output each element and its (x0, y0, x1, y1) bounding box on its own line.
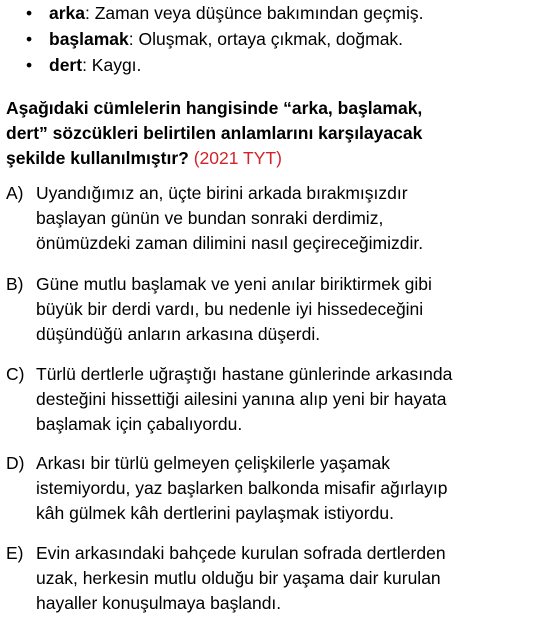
definition-meaning: : Zaman veya düşünce bakımından geçmiş. (85, 3, 424, 23)
option-text (6, 541, 534, 616)
question-line: Aşağıdaki cümlelerin hangisinde “arka, başlamak, (6, 98, 423, 118)
option-line: başlamak için çabalıyordu. (36, 414, 243, 434)
option-line: Uyandığımız an, üçte birini arkada bırakmışızdır (36, 183, 408, 203)
option-letter: B) (6, 274, 24, 294)
definition-term: arka (49, 3, 86, 23)
option-line: düşündüğü anların arkasına düşerdi. (36, 324, 321, 344)
option-letter: C) (6, 364, 25, 384)
option-line: Güne mutlu başlamak ve yeni anılar biriktirmek gibi (36, 274, 432, 294)
option-line: desteğini hissettiği ailesini yanına alıp yeni bir hayata (36, 389, 447, 409)
definition-meaning: : Kaygı. (82, 55, 142, 75)
option-text (6, 451, 534, 526)
option-line: Türlü dertlerle uğraştığı hastane günlerinde arkasında (36, 364, 453, 384)
bullet-icon: • (26, 55, 33, 75)
definition-item (26, 52, 424, 78)
question-line: dert” sözcükleri belirtilen anlamlarını karşılayacak (6, 123, 423, 143)
bullet-icon: • (26, 3, 33, 23)
question-line-text: şekilde kullanılmıştır? (6, 148, 189, 168)
option-line: önümüzdeki zaman dilimini nasıl geçireceğimizdir. (36, 233, 424, 253)
answer-option-e[interactable] (6, 541, 534, 616)
answer-option-a[interactable] (6, 181, 534, 256)
option-line: başlayan günün ve bundan sonraki derdimiz, (36, 208, 384, 228)
question-line (6, 146, 534, 171)
definition-meaning: : Oluşmak, ortaya çıkmak, doğmak. (128, 29, 404, 49)
option-line: büyük bir derdi vardı, bu nedenle iyi hissedeceğini (36, 299, 424, 319)
option-text (6, 362, 534, 437)
answer-option-b[interactable] (6, 272, 534, 347)
option-letter: A) (6, 183, 24, 203)
definition-term: dert (49, 55, 83, 75)
option-line: Arkası bir türlü gelmeyen çelişkilerle yaşamak (36, 453, 391, 473)
option-letter: E) (6, 543, 24, 563)
definition-item (26, 26, 424, 52)
definition-item (26, 0, 424, 26)
option-text (6, 181, 534, 256)
option-line: uzak, herkesin mutlu olduğu bir yaşama dair kurulan (36, 568, 441, 588)
definition-term: başlamak (49, 29, 129, 49)
option-line: kâh gülmek kâh dertlerini paylaşmak istiyordu. (36, 503, 394, 523)
option-line: Evin arkasındaki bahçede kurulan sofrada dertlerden (36, 543, 446, 563)
answer-option-c[interactable] (6, 362, 534, 437)
exam-year-tag: (2021 TYT) (193, 148, 282, 168)
option-line: istemiyordu, yaz başlarken balkonda misafir ağırlayıp (36, 478, 448, 498)
bullet-icon: • (26, 29, 33, 49)
definition-list (26, 0, 424, 78)
answer-option-d[interactable] (6, 451, 534, 526)
question-stem (6, 96, 534, 171)
option-letter: D) (6, 453, 25, 473)
option-text (6, 272, 534, 347)
option-line: hayaller konuşulmaya başlandı. (36, 593, 282, 613)
